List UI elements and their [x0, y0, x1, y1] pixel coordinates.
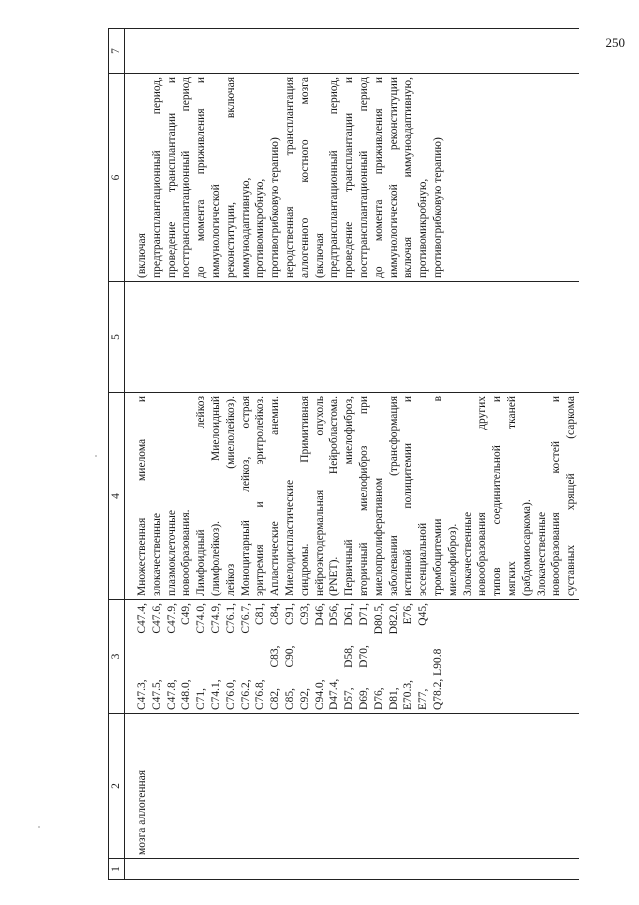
- diagnosis-code-line: D47.4, D56,: [328, 603, 341, 710]
- description-line: Злокачественные: [535, 511, 548, 596]
- diagnosis-code-line: C92, C93,: [298, 603, 311, 710]
- description-line: миелопролиферативном: [372, 477, 385, 596]
- diagnosis-code-line: D69, D70, D71,: [357, 603, 370, 710]
- column-number-6: 6: [109, 74, 125, 282]
- column-number-7: 7: [109, 29, 125, 74]
- diagnosis-code-line: C47.3, C47.4,: [136, 603, 148, 710]
- diagnosis-code-line: C76.0, C76.1,: [224, 603, 237, 710]
- description-line: злокачественные: [150, 513, 163, 596]
- rotated-table-container: [108, 36, 578, 880]
- diagnosis-code-line: D57, D58, D61,: [343, 603, 356, 710]
- description-line: истинной полицитемии и: [402, 396, 415, 596]
- diagnosis-code-line: C94.0, D46,: [313, 603, 326, 710]
- table-row: [125, 29, 579, 880]
- diagnosis-code-line: E77, Q45,: [417, 603, 430, 710]
- scan-artifact: [95, 455, 97, 457]
- treatment-line: включая иммуноадаптивную,: [402, 77, 415, 278]
- description-line: Апластические анемии.: [269, 396, 282, 596]
- description-line: Лимфоидный лейкоз: [195, 396, 208, 596]
- description-line: (рабдомиосаркома).: [520, 499, 533, 596]
- description-line: нейроэктодермальная опухоль: [313, 396, 326, 596]
- treatment-line: противогрибковую терапию): [431, 137, 444, 278]
- description-line: типов соединительной и: [491, 396, 504, 596]
- description-line: Первичный миелофиброз,: [343, 396, 356, 596]
- disease-description-list: [135, 396, 579, 596]
- treatment-method-cell: [125, 74, 579, 282]
- treatment-line: реконституции, включая: [224, 77, 237, 278]
- treatment-line: иммунологической: [209, 184, 222, 278]
- diagnosis-code-line: C76.8, C81,: [254, 603, 267, 710]
- column-number-3: 3: [109, 600, 125, 714]
- column-number-4: 4: [109, 393, 125, 600]
- diagnosis-code-line: D81, D82.0,: [387, 603, 400, 710]
- description-line: Моноцитарный лейкоз, острая: [239, 396, 252, 596]
- treatment-line: проведение трансплантации и: [165, 77, 178, 278]
- diagnosis-code-line: C76.2, C76.7,: [239, 603, 252, 710]
- diagnosis-code-line: C85, C90, C91,: [283, 603, 296, 710]
- treatment-line: до момента приживления и: [372, 77, 385, 278]
- description-line: суставных хрящей (саркома: [565, 396, 578, 596]
- diagnosis-code-line: C74.1, C74.9,: [209, 603, 222, 710]
- row-number-cell: [125, 859, 579, 880]
- description-line: новообразования костей и: [550, 396, 563, 596]
- condition-cell: [125, 714, 579, 859]
- treatment-line: предтрансплантационный период,: [150, 77, 163, 278]
- diagnosis-code-line: E70.3, E76,: [402, 603, 415, 710]
- treatment-line: посттрансплантационный период: [357, 77, 370, 278]
- column-number-2: 2: [109, 714, 125, 859]
- column-number-row: [109, 29, 125, 880]
- diagnosis-codes-cell: [125, 600, 579, 714]
- description-line: лейкоз (миелолейкоз).: [224, 396, 237, 596]
- treatment-line: иммуноадаптивную,: [239, 177, 252, 278]
- description-line: эссенциальной: [417, 522, 430, 596]
- treatment-line: аллогенного костного мозга: [298, 77, 311, 278]
- description-line: эритремия и эритролейкоз.: [254, 396, 267, 596]
- description-line: (лимфолейкоз). Миелоидный: [209, 396, 222, 596]
- treatment-line: предтрансплантационный период,: [328, 77, 341, 278]
- description-line: новообразования других: [476, 396, 489, 596]
- treatment-line: противогрибковую терапию): [269, 137, 282, 278]
- treatment-line: противомикробную,: [254, 178, 267, 278]
- description-line: (PNET). Нейробластома.: [328, 396, 341, 596]
- treatment-line: до момента приживления и: [195, 77, 208, 278]
- description-line: Миелодиспластические: [283, 479, 296, 596]
- treatment-method-list: [135, 77, 446, 278]
- treatment-line: проведение трансплантации и: [343, 77, 356, 278]
- description-line: мягких тканей: [505, 396, 518, 596]
- treatment-line: противомикробную,: [417, 178, 430, 278]
- description-line: синдромы. Примитивная: [298, 396, 311, 596]
- description-line: плазмоклеточные: [165, 510, 178, 596]
- description-line: миелофиброз).: [446, 523, 459, 596]
- treatment-line: иммунологической реконституции: [387, 77, 400, 278]
- treatment-line: посттрансплантационный период: [180, 77, 193, 278]
- page-number: 250: [605, 35, 625, 50]
- description-line: тромбоцитемии в: [431, 396, 444, 596]
- column-7-cell: [125, 29, 579, 74]
- description-line: новообразования.: [180, 509, 193, 596]
- diagnosis-codes-list: [135, 603, 446, 710]
- medical-services-table: [108, 28, 579, 880]
- description-line: вторичный миелофиброз при: [357, 396, 370, 596]
- diagnosis-code-line: C82, C83, C84,: [269, 603, 282, 710]
- diagnosis-code-line: C48.0, C49,: [180, 603, 193, 710]
- treatment-line: неродственная трансплантация: [283, 77, 296, 278]
- description-line: заболевании (трансформация: [387, 396, 400, 596]
- description-line: Злокачественные: [461, 511, 474, 596]
- diagnosis-code-line: C71, C74.0,: [195, 603, 208, 710]
- column-number-5: 5: [109, 282, 125, 393]
- diagnosis-code-line: C47.8, C47.9,: [165, 603, 178, 710]
- diagnosis-code-line: Q78.2, L90.8: [431, 648, 444, 710]
- description-line: Множественная миелома и: [136, 396, 148, 596]
- scan-artifact: [38, 826, 40, 828]
- condition-text: мозга аллогенная: [136, 769, 148, 855]
- treatment-line: (включая: [313, 233, 326, 278]
- patient-model-cell: [125, 282, 579, 393]
- diagnosis-code-line: C47.5, C47.6,: [150, 603, 163, 710]
- treatment-line: (включая: [136, 233, 148, 278]
- diagnosis-code-line: D76, D80.5,: [372, 603, 385, 710]
- column-number-1: 1: [109, 859, 125, 880]
- disease-description-cell: [125, 393, 579, 600]
